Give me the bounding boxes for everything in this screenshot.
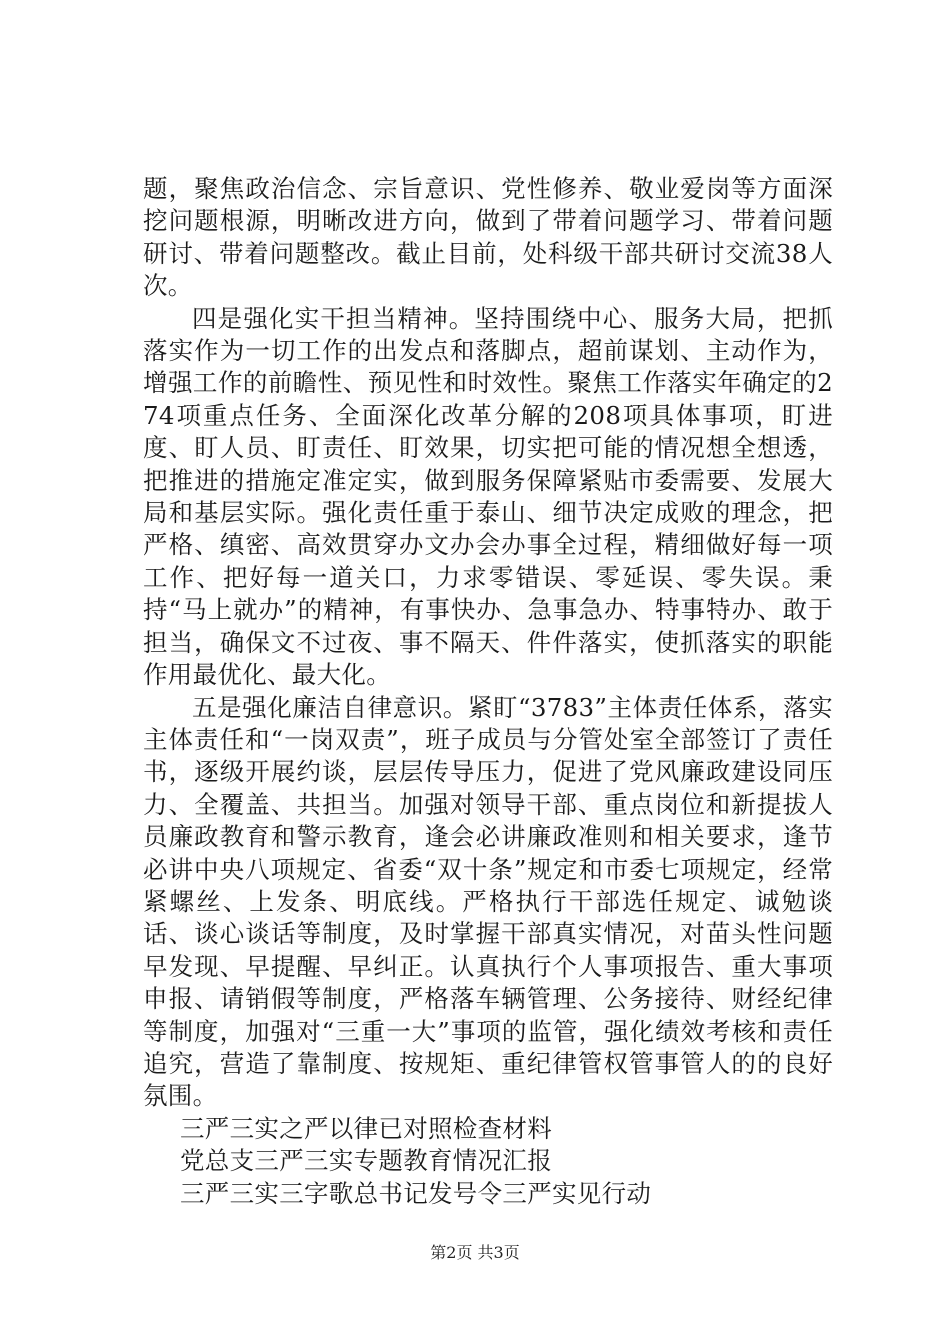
related-link-3[interactable]: 三严三实三字歌总书记发号令三严实见行动 <box>180 1178 652 1208</box>
page-number-footer: 第2页 共3页 <box>430 1243 520 1262</box>
paragraph-point-four: 四是强化实干担当精神。坚持围绕中心、服务大局，把抓落实作为一切工作的出发点和落脚点，超前谋划、主动作为，增强工作的前瞻性、预见性和时效性。聚焦工作落实年确定的274项重点任务、全面深化改革分解的208项具体事项，盯进度、盯人员、盯责任、盯效果，切实把可能的情况想全想透，把推进的措施定准定实，做到服务保障紧贴市委需要、发展大局和基层实际。强化责任重于泰山、细节决定成败的理念，把严格、缜密、高效贯穿办文办会办事全过程，精细做好每一项工作、把好每一道关口，力求零错误、零延误、零失误。秉持“马上就办”的精神，有事快办、急事急办、特事特办、敢于担当，确保文不过夜、事不隔天、件件落实，使抓落实的职能作用最优化、最大化。 <box>143 303 833 690</box>
related-links-list <box>143 1113 833 1210</box>
paragraph-continuation: 题，聚焦政治信念、宗旨意识、党性修养、敬业爱岗等方面深挖问题根源，明晰改进方向，做到了带着问题学习、带着问题研讨、带着问题整改。截止目前，处科级干部共研讨交流38人次。 <box>143 174 833 301</box>
document-body <box>143 173 833 1210</box>
related-link-1[interactable]: 三严三实之严以律已对照检查材料 <box>180 1113 552 1143</box>
related-link-2[interactable]: 党总支三严三实专题教育情况汇报 <box>180 1146 552 1176</box>
paragraph-point-five: 五是强化廉洁自律意识。紧盯“3783”主体责任体系，落实主体责任和“一岗双责”，班子成员与分管处室全部签订了责任书，逐级开展约谈，层层传导压力，促进了党风廉政建设同压力、全覆盖、共担当。加强对领导干部、重点岗位和新提拔人员廉政教育和警示教育，逢会必讲廉政准则和相关要求，逢节必讲中央八项规定、省委“双十条”规定和市委七项规定，经常紧螺丝、上发条、明底线。严格执行干部选任规定、诚勉谈话、谈心谈话等制度，及时掌握干部真实情况，对苗头性问题早发现、早提醒、早纠正。认真执行个人事项报告、重大事项申报、请销假等制度，严格落车辆管理、公务接待、财经纪律等制度，加强对“三重一大”事项的监管，强化绩效考核和责任追究，营造了靠制度、按规矩、重纪律管权管事管人的的良好氛围。 <box>143 692 833 1111</box>
